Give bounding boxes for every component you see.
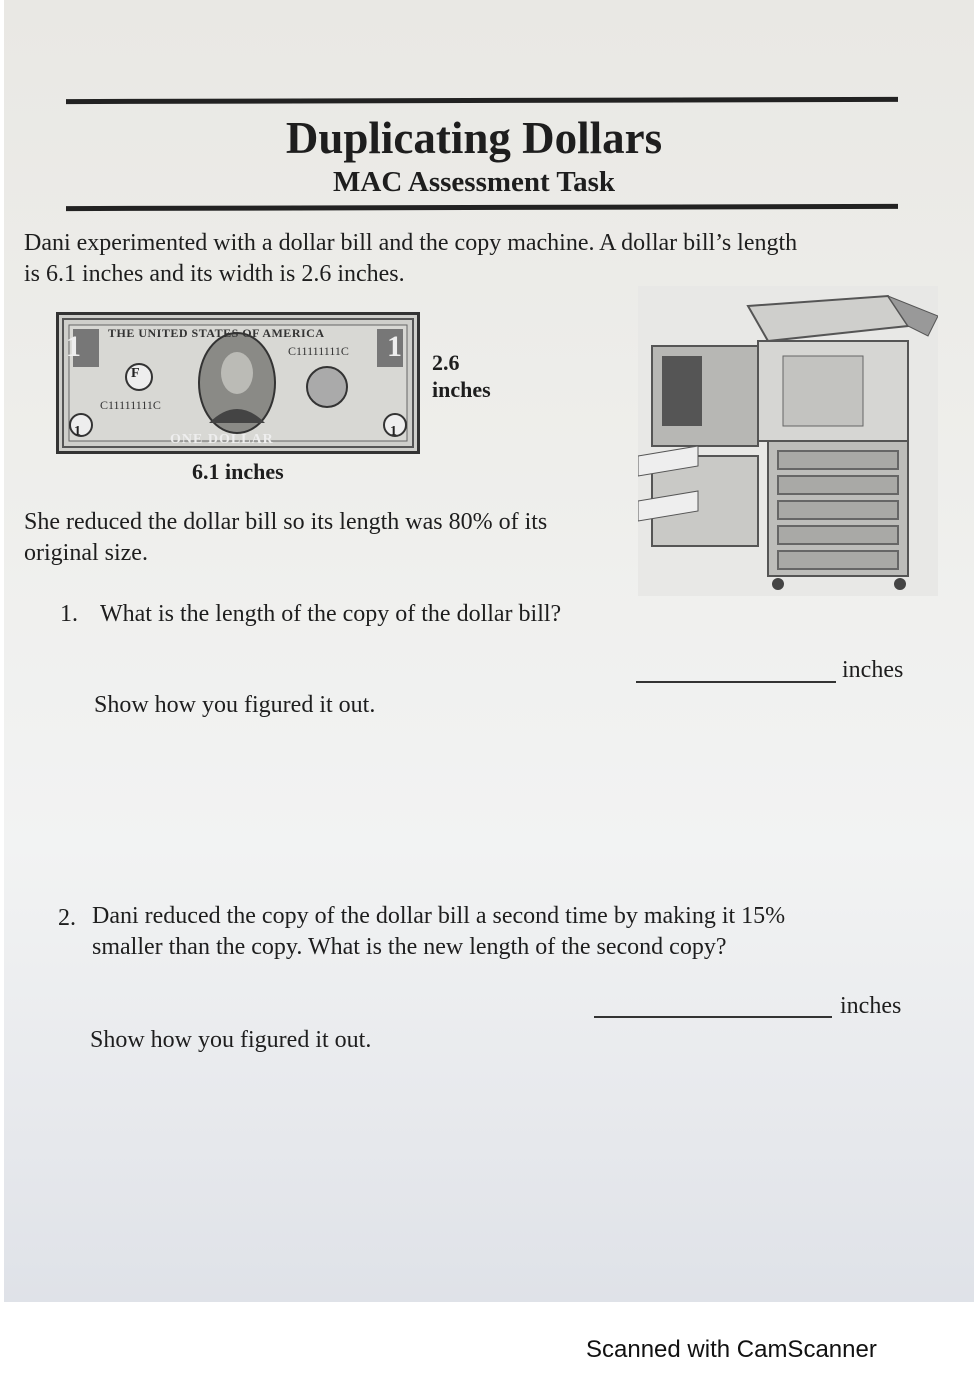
question-1-answer-blank[interactable] [636, 681, 836, 683]
bill-length-label: 6.1 inches [192, 459, 284, 484]
bill-serial-top: C11111111C [288, 344, 349, 358]
reduction-line-1: She reduced the dollar bill so its length was 80% of its [24, 509, 548, 535]
bill-numeral-top-right: 1 [387, 330, 402, 363]
question-1-number: 1. [60, 601, 78, 627]
worksheet-page [4, 0, 974, 1302]
question-2-number: 2. [58, 905, 76, 931]
bottom-rule [66, 204, 898, 211]
intro-line-2: is 6.1 inches and its width is 2.6 inches. [24, 261, 405, 287]
bill-width-value: 2.6 [432, 350, 460, 375]
question-2-answer-blank[interactable] [594, 1016, 832, 1018]
intro-line-1: Dani experimented with a dollar bill and the copy machine. A dollar bill’s length [24, 230, 798, 256]
question-1-show-work: Show how you figured it out. [94, 692, 376, 718]
copy-machine-image [638, 286, 938, 596]
bill-numeral-bottom-left: 1 [74, 424, 81, 439]
question-2-line-1: Dani reduced the copy of the dollar bill a second time by making it 15% [92, 903, 786, 929]
question-1-text: What is the length of the copy of the dollar bill? [100, 601, 562, 627]
copy-machine-drawing [638, 286, 938, 596]
bill-numeral-bottom-right: 1 [390, 424, 397, 439]
question-2-show-work: Show how you figured it out. [90, 1027, 372, 1053]
bill-seal-letter: F [131, 366, 140, 381]
scanner-watermark: Scanned with CamScanner [586, 1336, 877, 1363]
question-1-answer-unit: inches [842, 657, 904, 683]
bill-banner: THE UNITED STATES OF AMERICA [108, 326, 325, 340]
top-rule [66, 97, 898, 104]
question-2-line-2: smaller than the copy. What is the new length of the second copy? [92, 934, 727, 960]
bill-width-unit: inches [432, 377, 491, 402]
question-2-answer-unit: inches [840, 993, 902, 1019]
bill-bottom-text: ONE DOLLAR [170, 432, 274, 447]
page-title: Duplicating Dollars [285, 113, 663, 163]
reduction-line-2: original size. [24, 540, 148, 566]
bill-serial-left: C11111111C [100, 398, 161, 412]
page-subtitle: MAC Assessment Task [333, 166, 615, 198]
bill-numeral-top-left: 1 [66, 330, 81, 363]
